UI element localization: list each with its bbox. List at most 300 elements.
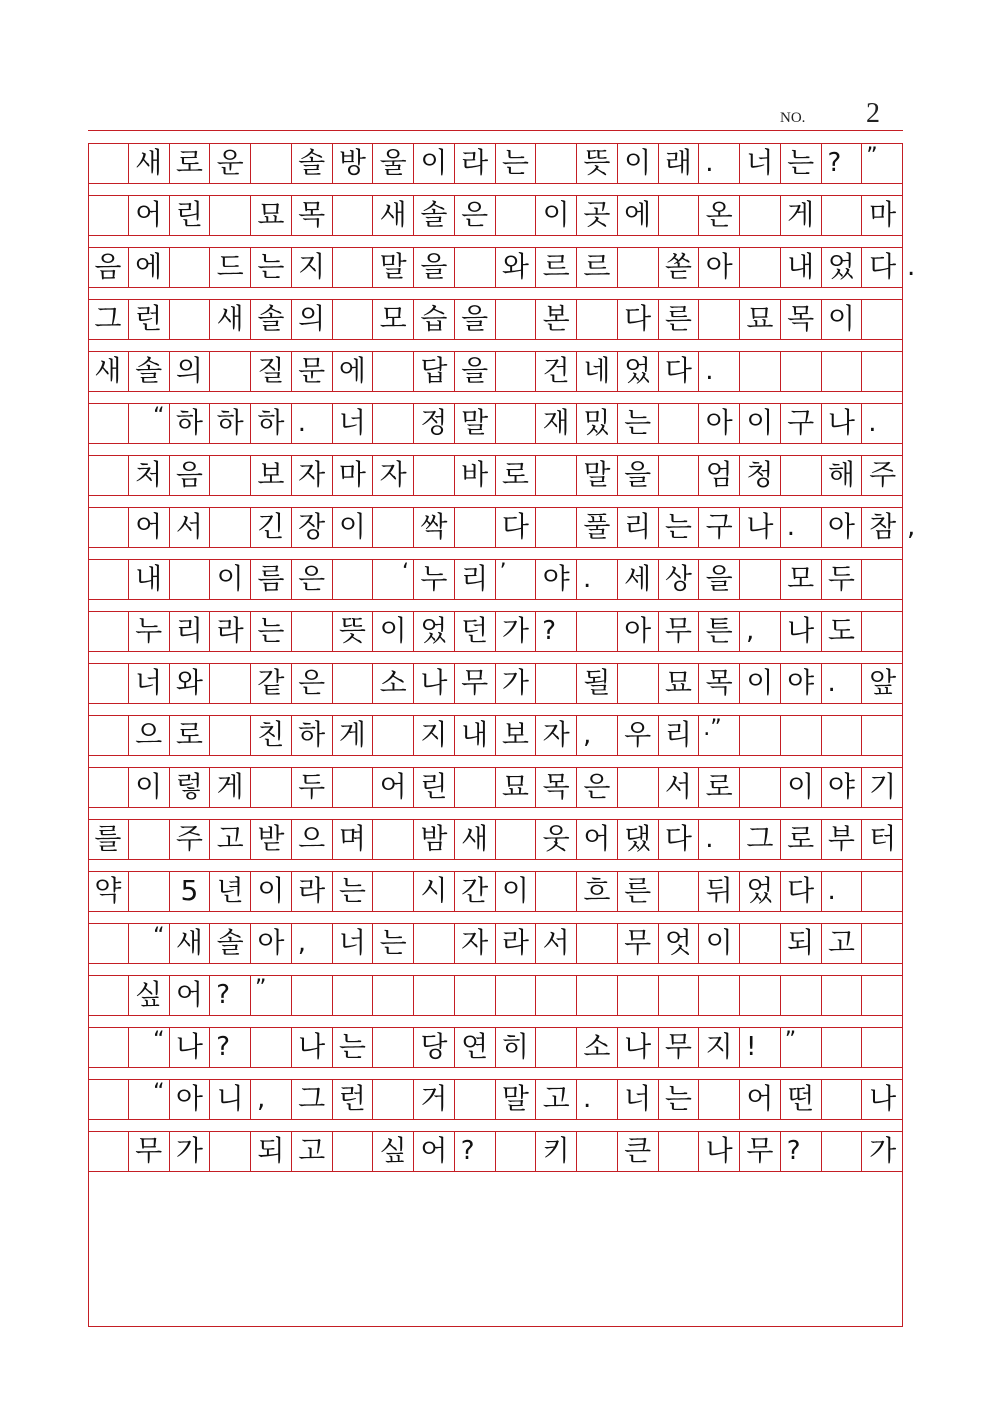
grid-row <box>88 403 903 444</box>
grid-cell: 이 <box>496 872 537 911</box>
grid-cell <box>740 924 781 963</box>
grid-cell <box>455 1080 496 1119</box>
grid-cell: 흐 <box>577 872 618 911</box>
grid-cell: 하 <box>251 404 292 443</box>
grid-cell: 다 <box>869 250 897 283</box>
grid-cell <box>333 300 374 339</box>
grid-cell: 당 <box>414 1028 455 1067</box>
grid-cell: 튼 <box>699 612 740 651</box>
grid-cell: 에 <box>333 352 374 391</box>
grid-cell: 답 <box>414 352 455 391</box>
grid-cell: 고 <box>210 820 251 859</box>
grid-cell: 두 <box>822 560 863 599</box>
grid-row <box>88 923 903 964</box>
grid-cell <box>88 612 129 651</box>
grid-cell <box>333 664 374 703</box>
grid-cell: 풀 <box>577 508 618 547</box>
grid-cell: 우 <box>618 716 659 755</box>
grid-cell: 너 <box>129 664 170 703</box>
grid-row <box>88 871 903 912</box>
grid-cell <box>414 456 455 495</box>
grid-cell: 던 <box>455 612 496 651</box>
grid-cell <box>373 508 414 547</box>
grid-cell: 나 <box>869 1082 897 1115</box>
grid-cell <box>659 456 700 495</box>
grid-cell <box>740 352 781 391</box>
grid-cell: 솔 <box>210 924 251 963</box>
grid-cell <box>373 1080 414 1119</box>
grid-cell: 목 <box>699 664 740 703</box>
grid-cell: 해 <box>822 456 863 495</box>
grid-cell: 드 <box>210 248 251 287</box>
grid-cell <box>740 196 781 235</box>
grid-cell: 네 <box>577 352 618 391</box>
grid-cell <box>496 820 537 859</box>
grid-cell: 뜻 <box>577 144 618 183</box>
grid-cell <box>373 352 414 391</box>
grid-cell: 목 <box>781 300 822 339</box>
grid-cell: 어 <box>170 976 211 1015</box>
grid-cell: 이 <box>536 196 577 235</box>
grid-cell: 다 <box>781 872 822 911</box>
grid-cell <box>210 664 251 703</box>
grid-cell <box>333 1132 374 1171</box>
grid-cell: 고 <box>536 1080 577 1119</box>
grid-cell <box>496 1132 537 1171</box>
grid-cell: 른 <box>659 300 700 339</box>
grid-cell: 은 <box>292 664 333 703</box>
grid-cell: 새 <box>170 924 211 963</box>
grid-cell: , <box>740 612 781 651</box>
grid-cell: 어 <box>129 196 170 235</box>
grid-cell <box>577 1132 618 1171</box>
grid-cell <box>577 612 618 651</box>
grid-cell <box>659 404 700 443</box>
grid-cell: 하 <box>292 716 333 755</box>
grid-cell: 새 <box>88 352 129 391</box>
grid-cell: 되 <box>251 1132 292 1171</box>
grid-cell: ! <box>740 1028 781 1067</box>
grid-cell: “ <box>129 1028 170 1067</box>
grid-cell: ? <box>536 612 577 651</box>
grid-cell: 니 <box>210 1080 251 1119</box>
grid-cell: 자 <box>455 924 496 963</box>
grid-cell: 청 <box>740 456 781 495</box>
grid-cell: 나 <box>618 1028 659 1067</box>
grid-cell: 시 <box>414 872 455 911</box>
grid-cell: 는 <box>333 1028 374 1067</box>
grid-cell: 린 <box>170 196 211 235</box>
grid-cell: 울 <box>373 144 414 183</box>
grid-cell: 말 <box>496 1080 537 1119</box>
grid-cell: 으 <box>129 716 170 755</box>
grid-cell <box>781 456 822 495</box>
grid-cell: 무 <box>455 664 496 703</box>
grid-cell: . <box>699 352 740 391</box>
grid-cell: 로 <box>496 456 537 495</box>
grid-cell: 다 <box>659 820 700 859</box>
grid-cell: 야 <box>822 768 863 807</box>
grid-cell: 너 <box>618 1080 659 1119</box>
grid-cell <box>536 1028 577 1067</box>
grid-row <box>88 1131 903 1172</box>
grid-cell: 기 <box>869 770 897 803</box>
grid-cell <box>536 508 577 547</box>
grid-cell <box>333 248 374 287</box>
grid-cell <box>496 976 537 1015</box>
grid-cell <box>88 144 129 183</box>
grid-cell <box>496 404 537 443</box>
grid-row <box>88 299 903 340</box>
grid-cell: 될 <box>577 664 618 703</box>
grid-cell: 이 <box>822 300 863 339</box>
grid-cell: 말 <box>455 404 496 443</box>
grid-cell: 밌 <box>577 404 618 443</box>
grid-row <box>88 195 903 236</box>
grid-cell <box>88 716 129 755</box>
grid-cell: 너 <box>333 404 374 443</box>
grid-cell: 로 <box>170 144 211 183</box>
grid-cell <box>781 716 822 755</box>
grid-cell: 아 <box>699 404 740 443</box>
grid-cell: 누 <box>129 612 170 651</box>
grid-cell <box>618 976 659 1015</box>
grid-cell: 서 <box>170 508 211 547</box>
grid-cell <box>88 924 129 963</box>
grid-cell <box>496 300 537 339</box>
grid-cell: 엄 <box>699 456 740 495</box>
grid-cell: 본 <box>536 300 577 339</box>
grid-cell <box>577 924 618 963</box>
grid-cell: 게 <box>781 196 822 235</box>
grid-cell: ” <box>251 976 292 1015</box>
grid-cell: 소 <box>373 664 414 703</box>
grid-cell: 야 <box>536 560 577 599</box>
grid-cell: 질 <box>251 352 292 391</box>
grid-cell <box>88 404 129 443</box>
grid-cell <box>88 508 129 547</box>
grid-cell: 가 <box>496 664 537 703</box>
grid-cell: 를 <box>88 820 129 859</box>
grid-cell <box>373 976 414 1015</box>
grid-cell: 지 <box>292 248 333 287</box>
grid-row <box>88 663 903 704</box>
grid-cell: 지 <box>699 1028 740 1067</box>
grid-row <box>88 975 903 1016</box>
grid-cell: 그 <box>292 1080 333 1119</box>
grid-cell: 솔 <box>414 196 455 235</box>
grid-cell: 이 <box>618 144 659 183</box>
grid-cell <box>373 872 414 911</box>
grid-cell: 무 <box>740 1132 781 1171</box>
grid-cell <box>536 456 577 495</box>
grid-cell: 자 <box>373 456 414 495</box>
grid-cell: 쏟 <box>659 248 700 287</box>
grid-cell: 나 <box>781 612 822 651</box>
page-no-label: NO. <box>780 110 806 126</box>
grid-cell: 운 <box>210 144 251 183</box>
grid-cell: 리 <box>170 612 211 651</box>
grid-cell: 앞 <box>869 666 897 699</box>
grid-cell: 는 <box>251 612 292 651</box>
grid-cell: 묘 <box>740 300 781 339</box>
grid-cell <box>862 352 903 391</box>
grid-cell <box>88 1080 129 1119</box>
grid-row <box>88 767 903 808</box>
grid-cell: 히 <box>496 1028 537 1067</box>
grid-cell: 은 <box>577 768 618 807</box>
grid-cell: 받 <box>251 820 292 859</box>
grid-cell: 로 <box>781 820 822 859</box>
grid-cell: 밤 <box>414 820 455 859</box>
grid-cell: 이 <box>129 768 170 807</box>
grid-cell: 마 <box>869 198 897 231</box>
grid-cell: 뒤 <box>699 872 740 911</box>
grid-cell <box>862 612 903 651</box>
grid-row <box>88 247 903 288</box>
grid-cell: 로 <box>170 716 211 755</box>
grid-cell: 세 <box>618 560 659 599</box>
grid-cell <box>781 976 822 1015</box>
grid-cell <box>822 1080 863 1119</box>
grid-cell: 댔 <box>618 820 659 859</box>
grid-cell <box>740 768 781 807</box>
grid-cell: 큰 <box>618 1132 659 1171</box>
grid-cell: . <box>292 404 333 443</box>
grid-cell <box>333 196 374 235</box>
grid-row <box>88 455 903 496</box>
grid-cell <box>88 560 129 599</box>
grid-cell: 게 <box>210 768 251 807</box>
grid-cell: 는 <box>251 248 292 287</box>
grid-cell: 야 <box>781 664 822 703</box>
grid-cell: 을 <box>455 352 496 391</box>
grid-cell: . <box>699 144 740 183</box>
grid-cell: ’ <box>496 560 537 599</box>
grid-cell: 아 <box>170 1080 211 1119</box>
grid-cell: 누 <box>414 560 455 599</box>
grid-cell: 는 <box>618 404 659 443</box>
grid-cell: 이 <box>333 508 374 547</box>
grid-cell: 어 <box>740 1080 781 1119</box>
grid-cell <box>210 196 251 235</box>
grid-cell: 는 <box>373 924 414 963</box>
grid-cell <box>618 664 659 703</box>
grid-cell: , <box>292 924 333 963</box>
grid-cell <box>822 716 863 755</box>
grid-cell: 서 <box>659 768 700 807</box>
grid-cell <box>659 1132 700 1171</box>
grid-cell: 목 <box>536 768 577 807</box>
grid-cell: 다 <box>659 352 700 391</box>
grid-cell: 와 <box>170 664 211 703</box>
grid-cell: 보 <box>251 456 292 495</box>
grid-cell <box>373 820 414 859</box>
grid-cell: 리 <box>659 716 700 755</box>
grid-cell: 아 <box>618 612 659 651</box>
grid-cell: 년 <box>210 872 251 911</box>
grid-cell <box>373 1028 414 1067</box>
grid-cell <box>862 300 903 339</box>
grid-cell: ” <box>866 144 878 169</box>
grid-cell: 에 <box>618 196 659 235</box>
grid-cell: 게 <box>333 716 374 755</box>
grid-cell: ? <box>455 1132 496 1171</box>
grid-cell: 나 <box>699 1132 740 1171</box>
grid-cell <box>536 872 577 911</box>
grid-cell: 친 <box>251 716 292 755</box>
grid-cell: . <box>781 508 822 547</box>
grid-cell <box>740 560 781 599</box>
grid-cell <box>251 768 292 807</box>
grid-cell <box>333 768 374 807</box>
grid-row <box>88 715 903 756</box>
grid-cell <box>536 976 577 1015</box>
grid-cell: 무 <box>659 1028 700 1067</box>
grid-cell: 엇 <box>659 924 700 963</box>
grid-cell: 무 <box>659 612 700 651</box>
grid-cell: 약 <box>88 872 129 911</box>
grid-cell: 었 <box>414 612 455 651</box>
grid-cell: 구 <box>699 508 740 547</box>
grid-cell <box>862 872 903 911</box>
grid-cell: ” <box>781 1028 822 1067</box>
grid-cell: 간 <box>455 872 496 911</box>
grid-cell: , <box>251 1080 292 1119</box>
grid-cell: 라 <box>292 872 333 911</box>
grid-cell: 아 <box>699 248 740 287</box>
grid-cell: 방 <box>333 144 374 183</box>
grid-cell: 내 <box>129 560 170 599</box>
grid-cell <box>822 1132 863 1171</box>
grid-cell: 되 <box>781 924 822 963</box>
grid-cell <box>822 976 863 1015</box>
grid-cell <box>822 1028 863 1067</box>
grid-cell <box>781 352 822 391</box>
grid-cell: 가 <box>170 1132 211 1171</box>
grid-cell <box>251 1028 292 1067</box>
grid-cell <box>88 664 129 703</box>
grid-cell: 고 <box>822 924 863 963</box>
grid-cell: 나 <box>170 1028 211 1067</box>
grid-cell: 같 <box>251 664 292 703</box>
grid-cell: 리 <box>618 508 659 547</box>
grid-cell <box>699 1080 740 1119</box>
grid-cell <box>577 976 618 1015</box>
grid-cell: 런 <box>333 1080 374 1119</box>
grid-cell: 을 <box>699 560 740 599</box>
grid-cell: ? <box>210 1028 251 1067</box>
grid-cell: .” <box>699 716 740 755</box>
grid-cell <box>455 248 496 287</box>
grid-cell: 리 <box>455 560 496 599</box>
grid-cell: 이 <box>373 612 414 651</box>
grid-cell: 아 <box>822 508 863 547</box>
grid-cell: 다 <box>618 300 659 339</box>
grid-cell: 새 <box>210 300 251 339</box>
grid-cell: 처 <box>129 456 170 495</box>
grid-cell: 이 <box>251 872 292 911</box>
grid-cell: 모 <box>781 560 822 599</box>
grid-cell: 정 <box>414 404 455 443</box>
grid-cell: 건 <box>536 352 577 391</box>
grid-cell: 부 <box>822 820 863 859</box>
grid-cell <box>210 716 251 755</box>
header-rule <box>88 130 903 131</box>
grid-cell: 이 <box>210 560 251 599</box>
grid-cell: 는 <box>781 144 822 183</box>
grid-cell: 도 <box>822 612 863 651</box>
grid-row <box>88 143 903 184</box>
grid-row <box>88 1079 903 1120</box>
grid-cell: 모 <box>373 300 414 339</box>
grid-cell <box>862 924 903 963</box>
grid-cell: 런 <box>129 300 170 339</box>
grid-cell <box>862 1028 903 1067</box>
grid-cell: 이 <box>414 144 455 183</box>
grid-cell: . <box>822 664 863 703</box>
grid-cell: 어 <box>577 820 618 859</box>
grid-cell: 린 <box>414 768 455 807</box>
grid-cell: 은 <box>455 196 496 235</box>
grid-row <box>88 351 903 392</box>
grid-cell: 며 <box>333 820 374 859</box>
grid-cell: 르 <box>536 248 577 287</box>
grid-cell <box>414 976 455 1015</box>
grid-cell: 말 <box>577 456 618 495</box>
grid-cell: 문 <box>292 352 333 391</box>
grid-cell <box>210 352 251 391</box>
grid-cell: 하 <box>210 404 251 443</box>
grid-cell: 라 <box>496 924 537 963</box>
grid-cell: 그 <box>740 820 781 859</box>
grid-cell: 었 <box>740 872 781 911</box>
grid-cell <box>740 716 781 755</box>
grid-cell: 에 <box>129 248 170 287</box>
grid-cell: 솔 <box>129 352 170 391</box>
grid-cell <box>88 456 129 495</box>
grid-cell: 무 <box>618 924 659 963</box>
grid-cell <box>822 196 863 235</box>
grid-cell: 무 <box>129 1132 170 1171</box>
grid-cell: 어 <box>373 768 414 807</box>
grid-cell: 5 <box>170 872 211 911</box>
grid-cell <box>577 300 618 339</box>
grid-cell: 나 <box>414 664 455 703</box>
grid-cell: . <box>699 820 740 859</box>
grid-cell <box>618 248 659 287</box>
grid-cell <box>740 248 781 287</box>
grid-cell <box>536 664 577 703</box>
grid-cell: ? <box>822 144 863 183</box>
grid-cell <box>170 300 211 339</box>
margin-punctuation: , <box>907 512 916 542</box>
grid-cell: 으 <box>292 820 333 859</box>
grid-cell: “ <box>129 924 170 963</box>
grid-cell: 목 <box>292 196 333 235</box>
grid-cell: . <box>868 408 877 438</box>
grid-cell: 말 <box>373 248 414 287</box>
grid-cell: 르 <box>577 248 618 287</box>
grid-cell <box>333 560 374 599</box>
grid-cell <box>862 716 903 755</box>
margin-punctuation: . <box>907 252 916 282</box>
grid-cell: 이 <box>740 664 781 703</box>
grid-cell: ? <box>210 976 251 1015</box>
grid-row <box>88 507 903 548</box>
grid-cell: 가 <box>496 612 537 651</box>
grid-cell <box>496 352 537 391</box>
